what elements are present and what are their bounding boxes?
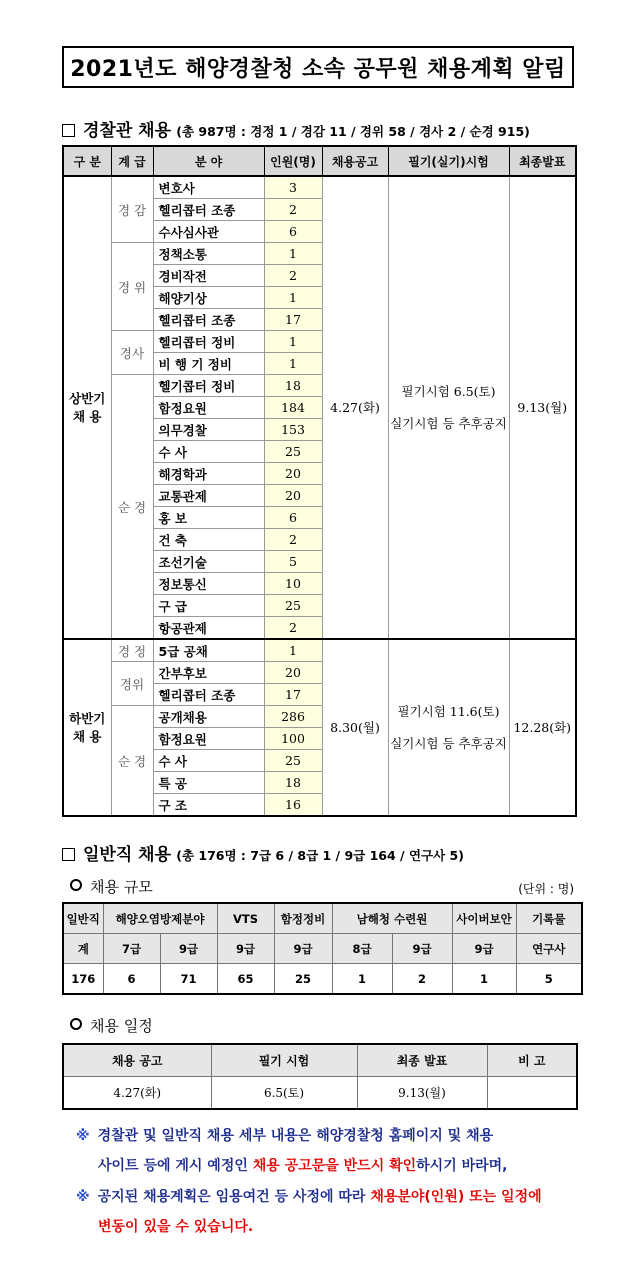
police-header-row [63, 146, 576, 176]
field-cell: 해경학과 [153, 463, 264, 485]
field-cell: 항공관제 [153, 617, 264, 640]
field-cell: 구 급 [153, 595, 264, 617]
value-cell: 1 [332, 964, 392, 995]
scale-title: 채용 규모 [90, 878, 153, 896]
count-cell: 184 [264, 397, 322, 419]
value-remarks [487, 1077, 577, 1110]
notice-1-tail: 하시기 바라며, [416, 1158, 508, 1174]
count-cell: 25 [264, 595, 322, 617]
hdr-cell: 계 [63, 934, 103, 964]
hdr-cell: 8급 [332, 934, 392, 964]
field-cell: 홍 보 [153, 507, 264, 529]
rank-cell: 경 감 [111, 176, 153, 243]
table-row [63, 176, 576, 199]
value-announce: 4.27(화) [63, 1077, 211, 1110]
second-half-label: 하반기 채 용 [63, 639, 111, 816]
field-cell: 함정요원 [153, 397, 264, 419]
notice-1-text: 사이트 등에 게시 예정인 [98, 1158, 253, 1174]
count-cell: 153 [264, 419, 322, 441]
general-scale-table [62, 902, 583, 995]
field-cell: 비 행 기 정비 [153, 353, 264, 375]
field-cell: 의무경찰 [153, 419, 264, 441]
field-cell: 조선기술 [153, 551, 264, 573]
second-half-announce: 8.30(월) [322, 639, 388, 816]
count-cell: 17 [264, 309, 322, 331]
hdr-announce: 채용 공고 [63, 1044, 211, 1077]
police-heading-label: 경찰관 채용 [83, 121, 172, 141]
count-cell: 20 [264, 485, 322, 507]
count-cell: 16 [264, 794, 322, 817]
first-half-label: 상반기 채 용 [63, 176, 111, 639]
general-schedule-table [62, 1043, 578, 1110]
value-cell: 6 [103, 964, 160, 995]
hdr-written: 필기 시험 [211, 1044, 357, 1077]
general-section-heading [62, 840, 464, 865]
count-cell: 1 [264, 243, 322, 265]
hdr-records: 기록물 [516, 903, 582, 934]
field-cell: 헬리콥터 정비 [153, 331, 264, 353]
exam-line-2: 실기시험 등 추후공지 [390, 735, 507, 751]
hdr-cell: 9급 [217, 934, 274, 964]
field-cell: 5급 공채 [153, 639, 264, 662]
hdr-cell: 9급 [274, 934, 332, 964]
count-cell: 1 [264, 331, 322, 353]
field-cell: 헬리콥터 조종 [153, 684, 264, 706]
hdr-cell: 9급 [392, 934, 452, 964]
count-cell: 10 [264, 573, 322, 595]
rank-cell: 경위 [111, 662, 153, 706]
hdr-cell: 9급 [452, 934, 516, 964]
circle-bullet-icon [70, 1018, 82, 1030]
notice-1 [76, 1121, 596, 1181]
field-cell: 건 축 [153, 529, 264, 551]
schedule-title: 채용 일정 [90, 1017, 153, 1035]
exam-line-2: 실기시험 등 추후공지 [390, 415, 507, 431]
table-row [63, 639, 576, 662]
field-cell: 정보통신 [153, 573, 264, 595]
general-header-row-2 [63, 934, 582, 964]
hdr-cyber: 사이버보안 [452, 903, 516, 934]
count-cell: 18 [264, 772, 322, 794]
field-cell: 헬기콥터 정비 [153, 375, 264, 397]
count-cell: 25 [264, 441, 322, 463]
count-cell: 2 [264, 529, 322, 551]
scale-subheading [70, 876, 153, 897]
rank-cell: 경사 [111, 331, 153, 375]
rank-cell: 순 경 [111, 706, 153, 817]
first-half-exam [388, 176, 509, 639]
field-cell: 수 사 [153, 750, 264, 772]
count-cell: 1 [264, 353, 322, 375]
schedule-header-row [63, 1044, 577, 1077]
hdr-training-center: 남해청 수련원 [332, 903, 452, 934]
unit-label: (단위 : 명) [518, 882, 574, 896]
col-announce: 채용공고 [322, 146, 388, 176]
hdr-cell: 9급 [160, 934, 217, 964]
schedule-values-row [63, 1077, 577, 1110]
notice-2-text: 공지된 채용계획은 임용여건 등 사정에 따라 [97, 1189, 371, 1205]
police-recruitment-table [62, 145, 577, 817]
count-cell: 20 [264, 662, 322, 684]
count-cell: 5 [264, 551, 322, 573]
count-cell: 1 [264, 639, 322, 662]
hdr-final: 최종 발표 [357, 1044, 487, 1077]
count-cell: 1 [264, 287, 322, 309]
field-cell: 헬리콥터 조종 [153, 309, 264, 331]
count-cell: 6 [264, 507, 322, 529]
count-cell: 6 [264, 221, 322, 243]
first-half-final: 9.13(월) [509, 176, 576, 639]
col-field: 분 야 [153, 146, 264, 176]
count-cell: 25 [264, 750, 322, 772]
notice-2-emphasis-line-2: 변동이 있을 수 있습니다. [98, 1219, 254, 1235]
checkbox-square-icon [62, 124, 75, 137]
value-cell: 65 [217, 964, 274, 995]
col-category: 구 분 [63, 146, 111, 176]
value-cell: 25 [274, 964, 332, 995]
count-cell: 2 [264, 199, 322, 221]
hdr-general: 일반직 [63, 903, 103, 934]
general-summary: (총 176명 : 7급 6 / 8급 1 / 9급 164 / 연구사 5) [176, 848, 464, 863]
count-cell: 286 [264, 706, 322, 728]
field-cell: 해양기상 [153, 287, 264, 309]
field-cell: 함정요원 [153, 728, 264, 750]
value-cell: 176 [63, 964, 103, 995]
count-cell: 18 [264, 375, 322, 397]
field-cell: 수 사 [153, 441, 264, 463]
hdr-remarks: 비 고 [487, 1044, 577, 1077]
value-cell: 5 [516, 964, 582, 995]
col-count: 인원(명) [264, 146, 322, 176]
count-cell: 20 [264, 463, 322, 485]
field-cell: 간부후보 [153, 662, 264, 684]
value-written: 6.5(토) [211, 1077, 357, 1110]
rank-cell: 경 위 [111, 243, 153, 331]
checkbox-square-icon [62, 848, 75, 861]
count-cell: 2 [264, 617, 322, 640]
field-cell: 경비작전 [153, 265, 264, 287]
police-summary: (총 987명 : 경정 1 / 경감 11 / 경위 58 / 경사 2 / 순경 915) [176, 124, 530, 139]
value-cell: 1 [452, 964, 516, 995]
field-cell: 변호사 [153, 176, 264, 199]
first-half-announce: 4.27(화) [322, 176, 388, 639]
value-cell: 2 [392, 964, 452, 995]
police-section-heading [62, 116, 530, 141]
count-cell: 3 [264, 176, 322, 199]
col-rank: 계 급 [111, 146, 153, 176]
general-heading-label: 일반직 채용 [83, 845, 172, 865]
exam-line-1: 필기시험 6.5(토) [401, 383, 496, 399]
hdr-ship-maint: 함정정비 [274, 903, 332, 934]
field-cell: 정책소통 [153, 243, 264, 265]
count-cell: 100 [264, 728, 322, 750]
field-cell: 교통관제 [153, 485, 264, 507]
general-values-row [63, 964, 582, 995]
value-final: 9.13(월) [357, 1077, 487, 1110]
second-half-final: 12.28(화) [509, 639, 576, 816]
notice-2-emphasis: 채용분야(인원) 또는 일정에 [370, 1189, 542, 1205]
rank-cell: 경 정 [111, 639, 153, 662]
field-cell: 헬리콥터 조종 [153, 199, 264, 221]
hdr-pollution: 해양오염방제분야 [103, 903, 217, 934]
schedule-subheading [70, 1015, 153, 1036]
exam-line-1: 필기시험 11.6(토) [397, 703, 500, 719]
field-cell: 수사심사관 [153, 221, 264, 243]
circle-bullet-icon [70, 879, 82, 891]
hdr-cell: 7급 [103, 934, 160, 964]
reference-mark-icon: ※ [76, 1189, 90, 1205]
count-cell: 17 [264, 684, 322, 706]
rank-cell: 순 경 [111, 375, 153, 640]
value-cell: 71 [160, 964, 217, 995]
second-half-exam [388, 639, 509, 816]
notice-1-line-1: 경찰관 및 일반직 채용 세부 내용은 해양경찰청 홈페이지 및 채용 [97, 1128, 494, 1144]
general-header-row-1 [63, 903, 582, 934]
col-exam: 필기(실기)시험 [388, 146, 509, 176]
hdr-vts: VTS [217, 903, 274, 934]
field-cell: 특 공 [153, 772, 264, 794]
field-cell: 공개채용 [153, 706, 264, 728]
notice-1-emphasis: 채용 공고문을 반드시 확인 [252, 1158, 417, 1174]
notice-2 [76, 1182, 596, 1242]
count-cell: 2 [264, 265, 322, 287]
col-final: 최종발표 [509, 146, 576, 176]
hdr-cell: 연구사 [516, 934, 582, 964]
reference-mark-icon: ※ [76, 1128, 90, 1144]
field-cell: 구 조 [153, 794, 264, 817]
page-title: 2021년도 해양경찰청 소속 공무원 채용계획 알림 [62, 46, 574, 88]
